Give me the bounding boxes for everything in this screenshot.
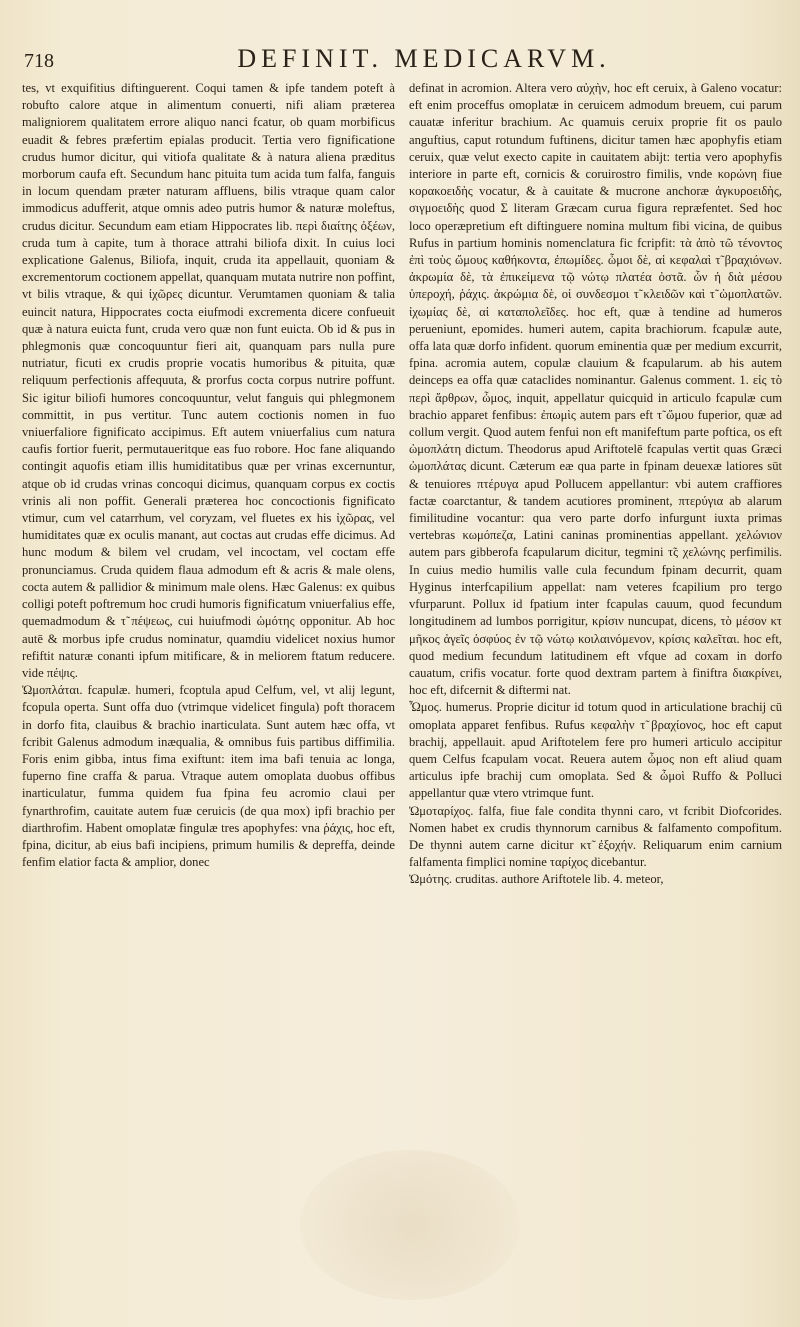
right-column bbox=[409, 80, 782, 1307]
page-number: 718 bbox=[24, 50, 54, 72]
left-column bbox=[22, 80, 395, 1307]
left-paragraph-omoplatai: Ὠμοπλάται. fcapulæ. humeri, fcoptula apud Celfum, vel, vt alij legunt, fcopula operta. Sunt offa duo (vtrimque videlicet fingula) poft thoracem in dorfo fita, clauibus & brachio inarticulata. Sunt autem hæc offa, vt fcribit Galenus admodum inæqualia, & omnibus fuis partibus diffimilia. Foris enim gibba, intus fima exiftunt: item ima bafi tenuia ac longa, fuperno fine craffa & parua. Vtraque autem omoplata duobus offibus inarticulatur, fumma quidem fua fpina feu acromio claui per fynarthrofim, cauitate autem fuæ ceruicis (de qua mox) ipfi brachio per diarthrofim. Habent omoplatæ fingulæ tres apophyfes: vna ῥάχις, hoc eft, fpina, dicitur, ab eius bafi incipiens, primum humilis & depreffa, deinde fenfim elatior facta & amplior, donec bbox=[22, 683, 395, 870]
left-paragraph-crudus: tes, vt exquifitius diftinguerent. Coqui tamen & ipfe tandem poteft à robufto calore atque in alimentum conuerti, nifi aliam præterea maligniorem qualitatem errore aliquo nanci fcatur, ob quam morbificus euadit & febres præfertim epialas producit. Tertia vero fignificatione crudus humor dicitur, qui vitiofa qualitate & à natura aliena præditus morborum caufa eft. Secundum hanc pituita tum acida tum falfa, fanguis in locum quendam præter naturam affluens, bilis vtraque quam calor immodicus adufferit, atque omnis adeo putris humor & naturæ moleftus, crudus dicitur. Secundum eam etiam Hippocrates lib. περὶ διαίτης ὀξέων, cruda tum à capite, tum à thorace attrahi biliofa dixit. In cuius loci explicatione Galenus, Biliofa, inquit, cruda ita appellauit, quoniam & excrementorum coctionem appellat, quanquam mutata nutrire non poffint, vt bilis vtraque, & qui ἰχῶρες dicuntur. Verumtamen quoniam & talia euincit natura, Hippocrates cocta eiufmodi excrementa dicere confueuit quæ à natura euicta funt, cruda vero quæ non funt euicta. Ob id & pus in phlegmonis quæ concoquuntur fieri ait, quanquam pars nulla pure nutriatur, ficuti ex crudis proprie vocatis humoribus & pituita, quæ reliquum perfectionis affequuta, & prorfus cocta corpus nutrire poffunt. Sic igitur biliofi humores concoquuntur, velut fanguis qui phlegmonem committit, in pus vertitur. Tunc autem coctionis nomen in fuo vniuerfaliore fignificato accipimus. Eft autem vniuerfalius cum natura caufis fortior fuerit, permutaueritque eas fuo robore. Hoc fane aliquando contingit aquofis etiam illis humiditatibus quæ per vrinas excernuntur, atque ob id crudas vrinas concoqui dicimus, quanquam corpus ex coctis vrinis ali non poffit. Generali præterea hoc concoctionis fignificato vtimur, cum vel catarrhum, vel coryzam, vel fluetes ex his ἰχῶρας, vel humiditates quæ ex oculis manant, aut coctas aut crudas effe dicimus. Ad hunc modum & bilem vel crudam, vel incoctam, vel coctam effe pronunciamus. Cruda quidem flaua admodum eft & acris & male olens, cocta autem & pallidior & minimum male olens. Hæc Galenus: ex quibus colligi poteft poftremum hoc crudi humoris fignificatum vniuerfalius effe, quemadmodum & τ̃ πέψεως, cui huiufmodi ὠμότης opponitur. Ab hoc autē & morbus ipfe crudus nominatur, quamdiu videlicet noxius humor refiftit naturæ conanti ipfum mitificare, & in meliorem ftatum reducere. vide πέψις. bbox=[22, 81, 395, 680]
right-paragraph-omotarichos: Ὠμοταρίχος. falfa, fiue fale condita thynni caro, vt fcribit Diofcorides. Nomen habet ex crudis thynnorum carnibus & falfamento compofitum. De thynni autem carne dicitur κτ̃ ἐξοχήν. Reliquarum enim carnium falfamenta fimplici nomine ταρίχος dicebantur. bbox=[409, 803, 782, 870]
right-paragraph-omoplatai-cont: definat in acromion. Altera vero αὐχὴν, hoc eft ceruix, à Galeno vocatur: eft enim proceffus omoplatæ in ceruicem admodum breuem, cui parum cauatæ inferitur brachium. Ac quamuis ceruix proprie fit os paulo anguftius, caput rotundum fuftinens, dicitur tamen hæc apophyfis etiam ceruix, quæ velut execto capite in cauitatem abijt: tertia vero apophyfis interiore in parte eft, cornicis & coruirostro fimilis, vnde κορώνη fiue κορακοειδὴς vocatur, & à cauitate & mucrone anchoræ ἀγκυροειδὴς, σιγμοειδὴς quod Σ literam Græcam curua figura repræfentet. Sed hoc loco operæpretium eft diftinguere nomina multum fibi vicina, de quibus Rufus in partium hominis nomenclatura fic fcripfit: τὰ ἀπὸ τῶ τένοντος ἐπὶ τοὺς ὤμους καθήκοντα, ἐπωμίδες. ὦμοι δὲ, αἱ κεφαλαὶ τ̃ βραχιόνων. ἀκρωμία δὲ, τὰ ἐπικείμενα τῷ νώτῳ πλατέα ὀστᾶ. ὧν ἡ διὰ μέσου ὑπεροχή, ῥάχις. ἀκρώμια δὲ, οἱ συνδεσμοι τ̃ κλειδῶν καὶ τ̃ ὠμοπλατῶν. ἰχωμίας δὲ, αἱ καταπολεῖδες. hoc eft, quæ à tendine ad humeros perueniunt, epomides. humeri autem, capita brachiorum. fcapulæ aute, offa lata quæ dorfo infident. quorum eminentia quæ per medium excurrit, fpina. acromia autem, copulæ clauium & fcapularum. ab his autem deinceps ea offa quæ cataclides nominantur. Galenus comment. 1. εἰς τὸ περὶ ἄρθρων, ὦμος, inquit, appellatur quicquid in articulo fcapulæ cum brachio apparet fenfibus: ἐπωμὶς autem pars eft τ̃ ὤμου fuperior, quæ ad collum vergit. Quod autem fenfui non eft manifeftum parte poftica, os eft ὠμοπλάτη dictum. Theodorus apud Ariftotelē fcapulas vertit quas Græci ὠμοπλάτας dicunt. Cæterum eæ qua parte in fpinam deuexæ latiores sūt & tenuiores πτέρυγα apud Pollucem appellantur: vbi autem craffiores factæ coarctantur, & tandem acutiores prominent, πτερύγια ab alarum fimilitudine vocantur: qua vero parte dorfo infurgunt iuxta primas vertebras κωμόπεζα, Latini caninas prominentias appellant. χελώνιον autem pars gibberofa fcapularum dicitur, tegmini τ̃ς χελώνης perfimilis. In cuius medio humilis valle cula fecundum fpinam decurrit, quam Hyginus interfcapilium appellat: nam veteres fcapilium pro tergo vfurparunt. Pollux id fpatium inter fcapulas cauum, quod fecundum longitudinem ad lumbos porrigitur, κρίσιν nuncupat, dicens, τὸ μέσον κτ̃ μῆκος ἀγεῖς ὀσφύος ἐν τῷ νώτῳ κοιλαινόμενον, κρίσις καλεῖται. hoc eft, quod medium fecundum latitudinem eft vfque ad coxam in dorfo cauatum, crifis vocatur. forte quod dextram partem à finiftra διακρίνει, hoc eft, difcernit & diftermi nat. bbox=[409, 81, 782, 698]
running-title: DEFINIT. MEDICARVM. bbox=[237, 44, 611, 73]
right-paragraph-omos: Ὦμος. humerus. Proprie dicitur id totum quod in articulatione brachij cū omoplata apparet fenfibus. Rufus κεφαλὴν τ̃ βραχίονος, hoc eft caput brachij, appellauit. apud Ariftotelem fere pro humeri articulo accipitur quem Celfus fcapulam vocat. Reuera autem ὦμος non eft aliud quam articulus ipfe brachij cum omoplata. Sed & ὦμοὶ Ruffo & Polluci appellantur quæ vtero vtrimque funt. bbox=[409, 700, 782, 801]
running-header bbox=[24, 44, 780, 80]
text-columns bbox=[22, 80, 782, 1307]
right-paragraph-omotes: Ὠμότης. cruditas. authore Ariftotele lib. 4. meteor, bbox=[409, 872, 664, 887]
